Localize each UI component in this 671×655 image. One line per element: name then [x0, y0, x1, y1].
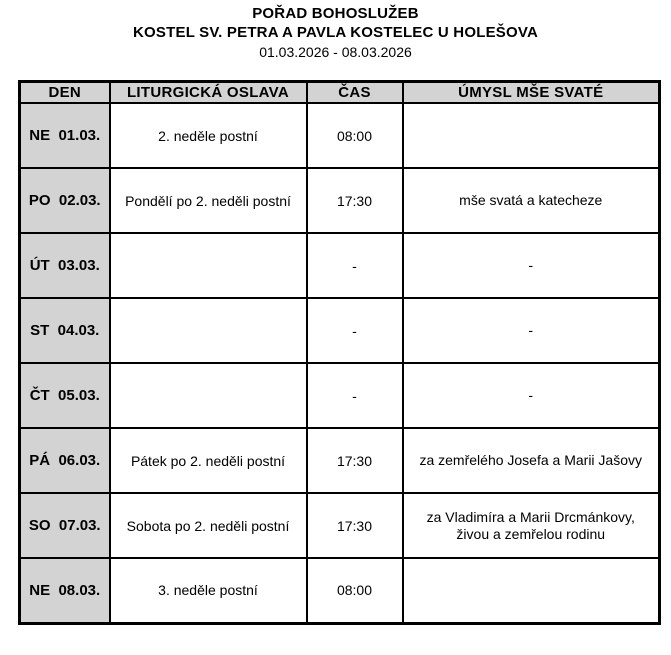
table-row: [20, 298, 660, 363]
document-title: POŘAD BOHOSLUŽEB: [252, 5, 419, 22]
time-cell: -: [307, 363, 403, 428]
header-row: [20, 82, 660, 104]
col-header-umysl-mse-svate: ÚMYSL MŠE SVATÉ: [403, 82, 660, 104]
table-row: [20, 168, 660, 233]
day-cell: PO 02.03.: [20, 168, 110, 233]
table-row: [20, 493, 660, 558]
intention-text: -: [528, 257, 534, 273]
day-cell: ÚT 03.03.: [20, 233, 110, 298]
table-row: [20, 363, 660, 428]
intention-cell: [403, 428, 660, 493]
celebration-cell: 2. neděle postní: [110, 103, 307, 168]
time-cell: 08:00: [307, 558, 403, 623]
day-cell: NE 01.03.: [20, 103, 110, 168]
celebration-cell: Pondělí po 2. neděli postní: [110, 168, 307, 233]
celebration-cell: [110, 233, 307, 298]
day-cell: NE 08.03.: [20, 558, 110, 623]
time-cell: -: [307, 298, 403, 363]
document-header: [0, 0, 671, 62]
time-cell: 08:00: [307, 103, 403, 168]
table-row: [20, 428, 660, 493]
intention-cell: [403, 103, 660, 168]
schedule-table-body: [20, 103, 660, 623]
table-row: [20, 103, 660, 168]
document-subtitle: KOSTEL SV. PETRA A PAVLA KOSTELEC U HOLEŠOVA: [133, 24, 538, 41]
celebration-cell: Pátek po 2. neděli postní: [110, 428, 307, 493]
celebration-cell: [110, 363, 307, 428]
time-cell: 17:30: [307, 428, 403, 493]
day-cell: ST 04.03.: [20, 298, 110, 363]
col-header-liturgicka-oslava: LITURGICKÁ OSLAVA: [110, 82, 307, 104]
col-header-den: DEN: [20, 82, 110, 104]
intention-text: mše svatá a katecheze: [459, 192, 603, 208]
intention-text: za zemřelého Josefa a Marii Jašovy: [419, 452, 643, 468]
time-cell: 17:30: [307, 493, 403, 558]
celebration-cell: Sobota po 2. neděli postní: [110, 493, 307, 558]
intention-cell: [403, 298, 660, 363]
schedule-table: [18, 80, 661, 625]
intention-text: -: [528, 387, 534, 403]
table-row: [20, 558, 660, 623]
schedule-table-header: [20, 82, 660, 104]
col-header-cas: ČAS: [307, 82, 403, 104]
celebration-cell: 3. neděle postní: [110, 558, 307, 623]
day-cell: ČT 05.03.: [20, 363, 110, 428]
time-cell: -: [307, 233, 403, 298]
celebration-cell: [110, 298, 307, 363]
intention-cell: [403, 363, 660, 428]
intention-text: -: [528, 322, 534, 338]
intention-cell: [403, 233, 660, 298]
day-cell: PÁ 06.03.: [20, 428, 110, 493]
intention-cell: [403, 558, 660, 623]
intention-text: za Vladimíra a Marii Drcmánkovy, živou a zemřelou rodinu: [426, 508, 635, 542]
day-cell: SO 07.03.: [20, 493, 110, 558]
intention-cell: [403, 493, 660, 558]
document-date-range: 01.03.2026 - 08.03.2026: [259, 44, 412, 60]
table-row: [20, 233, 660, 298]
time-cell: 17:30: [307, 168, 403, 233]
intention-cell: [403, 168, 660, 233]
